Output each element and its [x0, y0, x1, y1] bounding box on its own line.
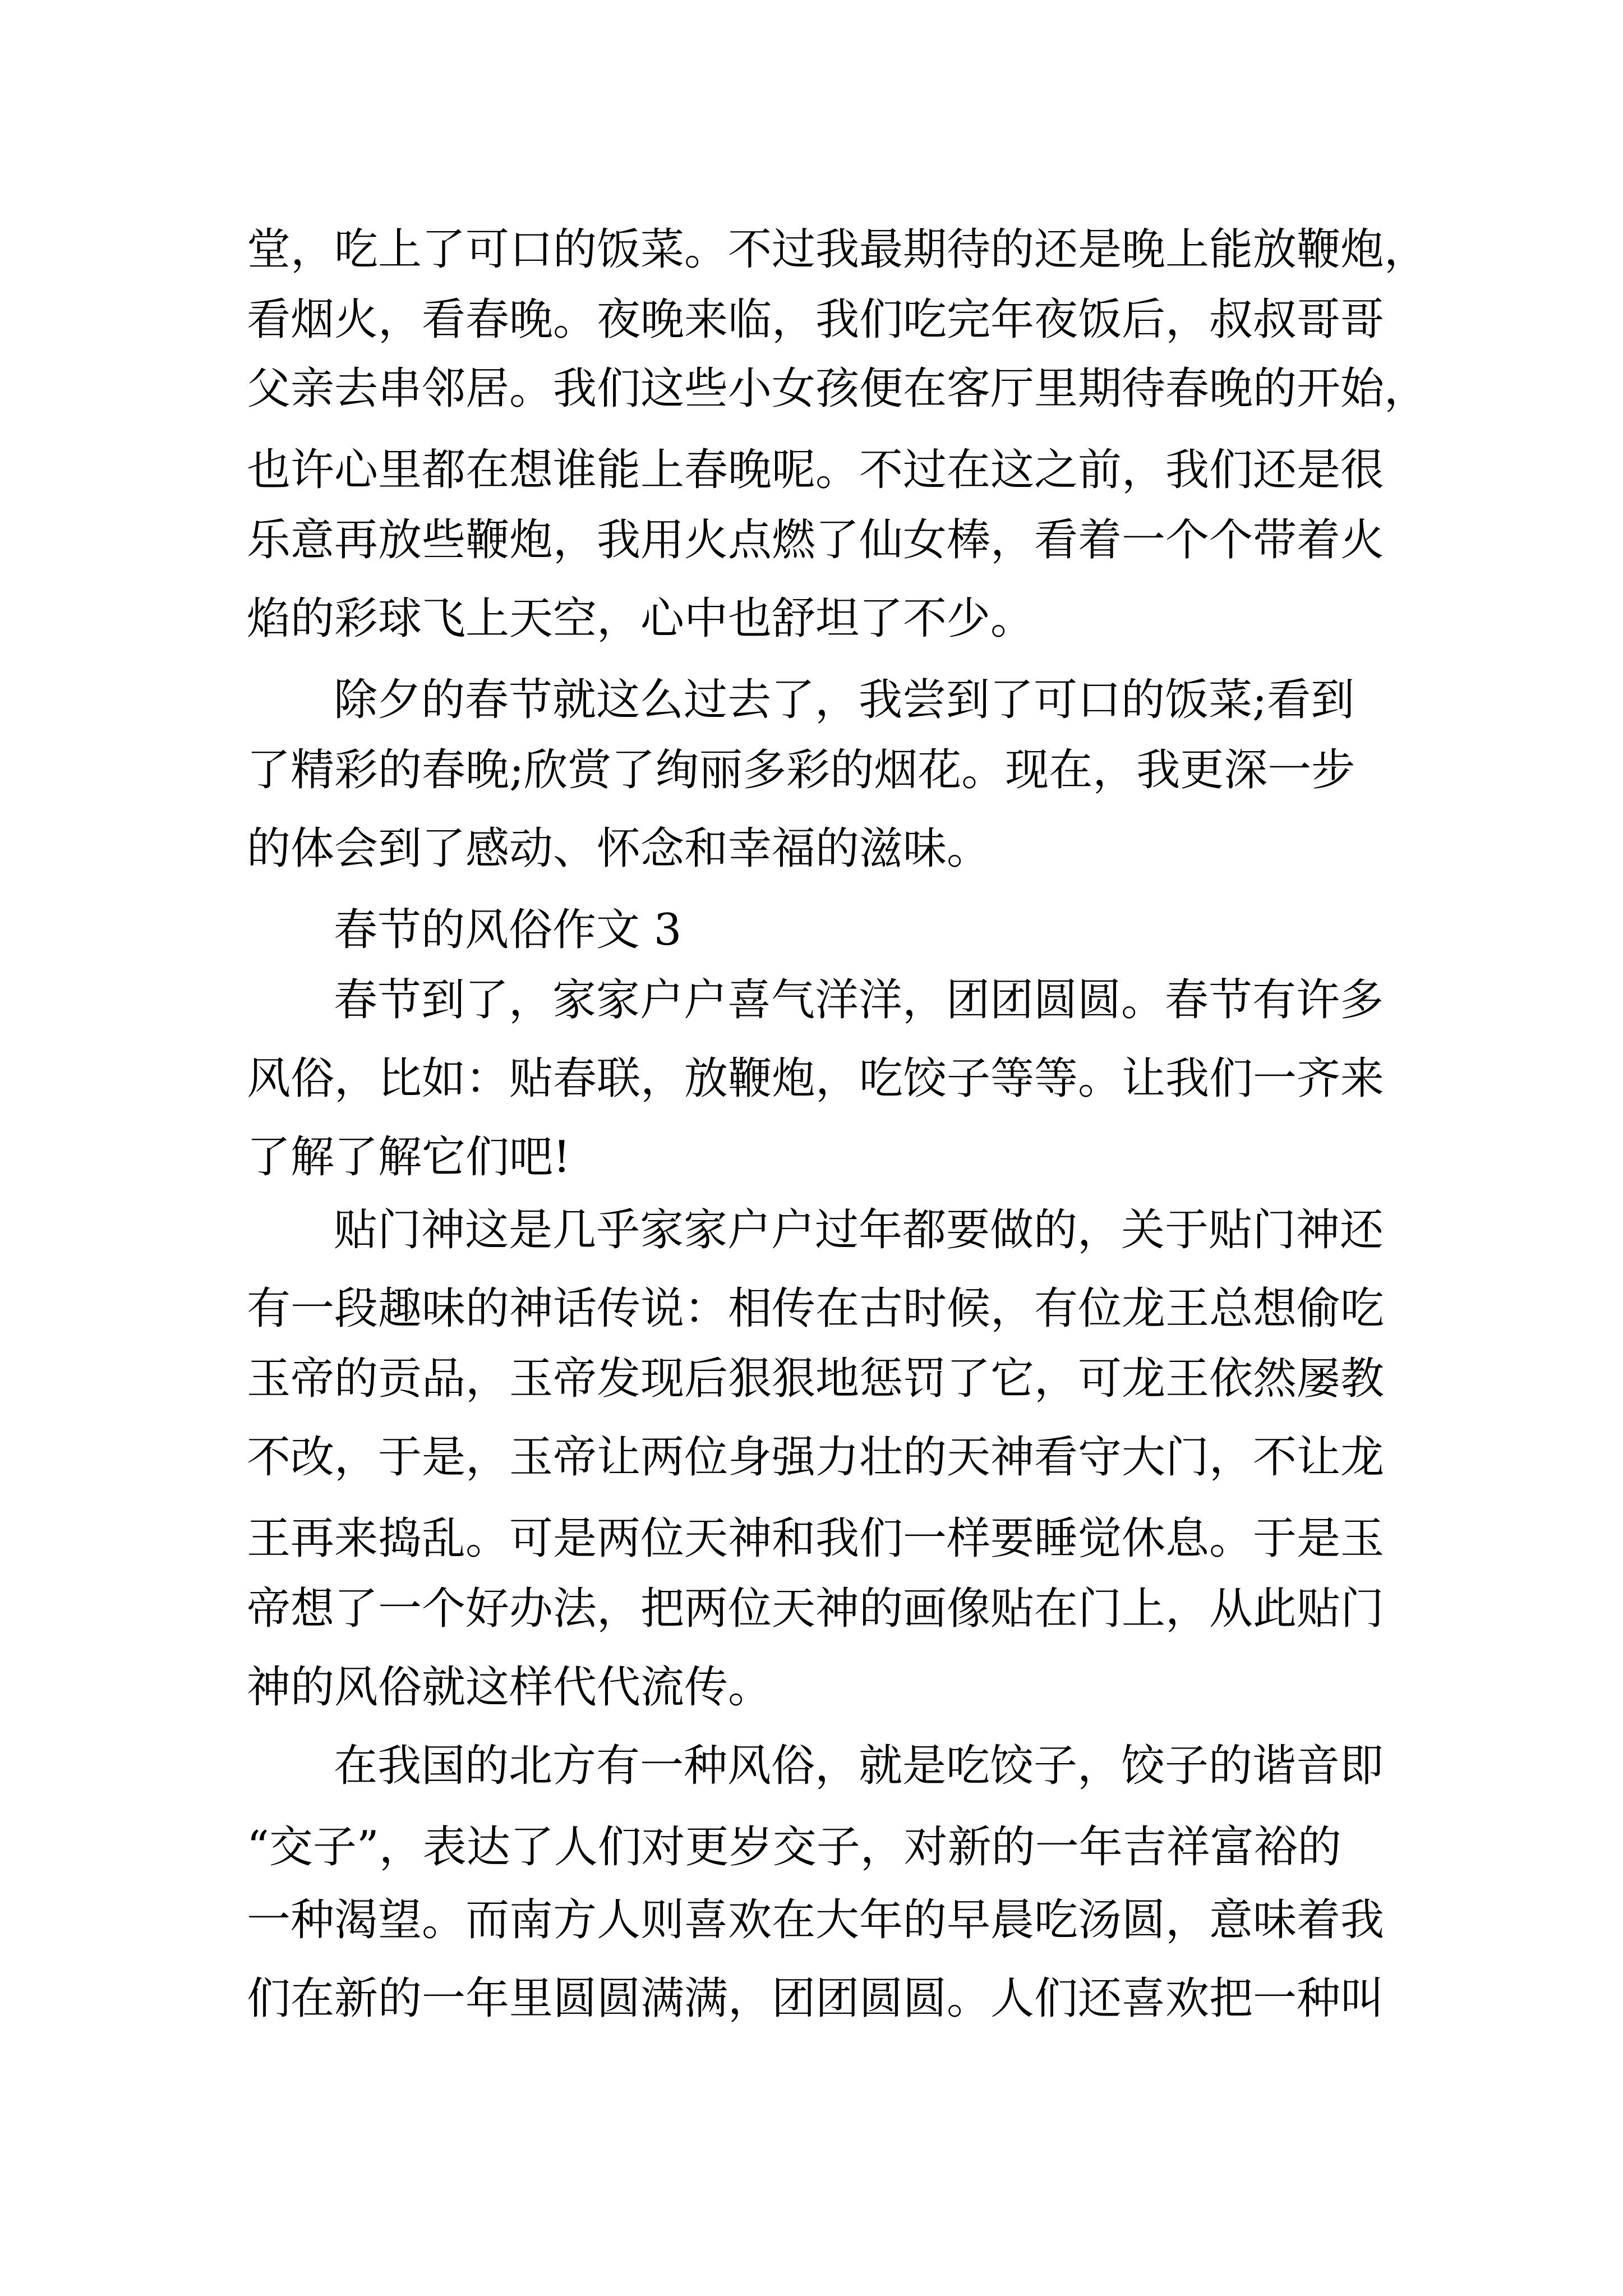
text-line: 父亲去串邻居。我们这些小女孩便在客厅里期待春晚的开始，: [247, 364, 1428, 414]
text-line: 神的风俗就这样代代流传。: [247, 1662, 772, 1713]
text-line: 的体会到了感动、怀念和幸福的滋味。: [247, 823, 991, 874]
text-line: 帝想了一个好办法，把两位天神的画像贴在门上，从此贴门: [247, 1584, 1385, 1634]
text-line: 不改，于是，玉帝让两位身强力壮的天神看守大门，不让龙: [247, 1432, 1385, 1483]
text-line: 一种渴望。而南方人则喜欢在大年的早晨吃汤圆，意味着我: [247, 1895, 1385, 1945]
paragraph-first-line: 在我国的北方有一种风俗，就是吃饺子，饺子的谐音即: [334, 1741, 1384, 1791]
text-line: “交子”，表达了人们对更岁交子，对新的一年吉祥富裕的: [247, 1822, 1341, 1872]
text-line: 了精彩的春晚;欣赏了绚丽多彩的烟花。现在，我更深一步: [247, 745, 1355, 795]
text-line: 们在新的一年里圆圆满满，团团圆圆。人们还喜欢把一种叫: [247, 1973, 1385, 2024]
text-line: 堂，吃上了可口的饭菜。不过我最期待的还是晚上能放鞭炮，: [247, 224, 1428, 275]
text-line: 了解了解它们吧!: [247, 1132, 571, 1182]
paragraph-first-line: 春节到了，家家户户喜气洋洋，团团圆圆。春节有许多: [334, 975, 1384, 1025]
text-line: 焰的彩球飞上天空，心中也舒坦了不少。: [247, 593, 1035, 644]
paragraph-first-line: 贴门神这是几乎家家户户过年都要做的，关于贴门神还: [334, 1205, 1384, 1255]
text-line: 王再来捣乱。可是两位天神和我们一样要睡觉休息。于是玉: [247, 1513, 1385, 1564]
text-line: 乐意再放些鞭炮，我用火点燃了仙女棒，看着一个个带着火: [247, 515, 1385, 565]
section-heading: 春节的风俗作文 3: [334, 905, 682, 955]
paragraph-first-line: 除夕的春节就这么过去了，我尝到了可口的饭菜;看到: [334, 675, 1355, 725]
text-line: 风俗，比如：贴春联，放鞭炮，吃饺子等等。让我们一齐来: [247, 1053, 1385, 1104]
text-line: 玉帝的贡品，玉帝发现后狠狠地惩罚了它，可龙王依然屡教: [247, 1354, 1385, 1404]
text-line: 看烟火，看春晚。夜晚来临，我们吃完年夜饭后，叔叔哥哥: [247, 295, 1385, 345]
text-line: 也许心里都在想谁能上春晚呢。不过在这之前，我们还是很: [247, 445, 1385, 495]
text-line: 有一段趣味的神话传说：相传在古时候，有位龙王总想偷吃: [247, 1283, 1385, 1334]
